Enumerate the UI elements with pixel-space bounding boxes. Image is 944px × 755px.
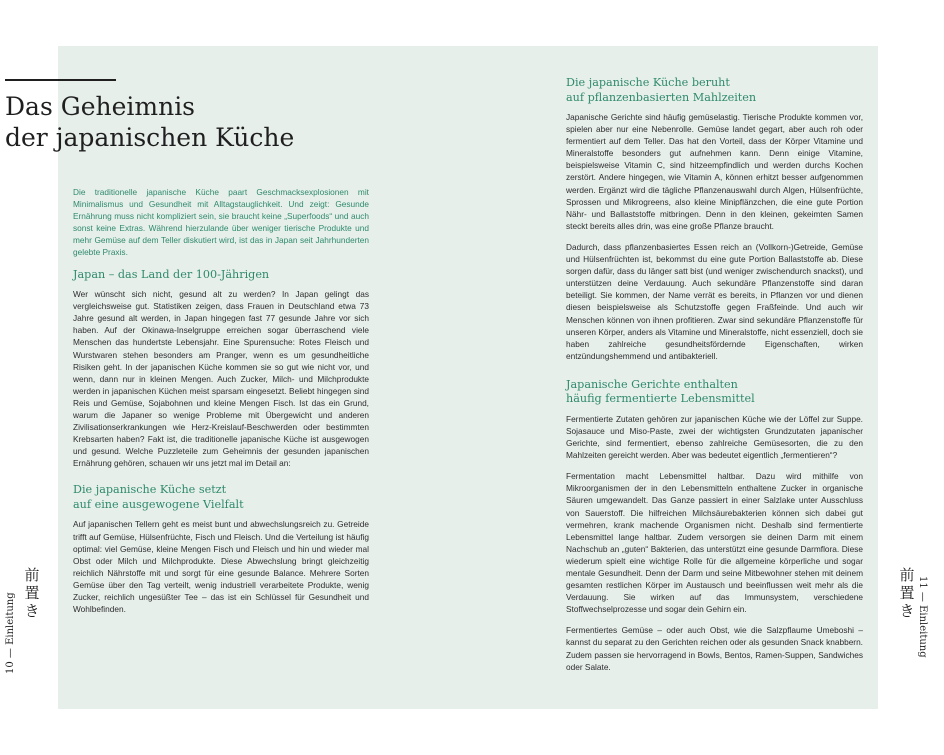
kanji-char: 前 [899,566,915,584]
folio-right [890,566,930,666]
section-heading-fermentiert [566,378,863,407]
kanji-char: き [24,602,40,620]
left-column [73,186,369,624]
section-body-fermentiert-3: Fermentiertes Gemüse – oder auch Obst, wie die Salzpflaume Umeboshi – kannst du separat zu den Gerichten reichen oder als gesunden Snack knabbern. Zudem passen sie hervorragend in Bowls, Bentos, Ramen-Suppen, Sandwiches oder Salate. [566,625,863,672]
section-heading-japan [73,268,369,283]
section-heading-line: häufig fermentierte Lebensmittel [566,392,755,406]
page-title-line-1: Das Geheimnis [5,92,196,121]
section-body-japan: Wer wünscht sich nicht, gesund alt zu werden? In Japan gelingt das vergleichsweise gut. Statistiken zeigen, dass Frauen in Deutschland etwa 73 Jahre gesund alt werden, in Japan hingegen fast 77 gesunde Jahre vor sich haben. Auf der Okinawa-Inselgruppe erreichen sogar überraschend viele Menschen das hundertste Lebensjahr. Eine Spurensuche: Rotes Fleisch und Wurstwaren stehen besonders am Pranger, wenn es um gesundheitliche Risiken geht. In der japanischen Küche kommen sie so gut wie nicht vor, und wenn, dann nur in kleinen Mengen. Auch Zucker, Milch- und Milchprodukte werden in japanischen Küchen meist sparsam eingesetzt. Beliebt hingegen sind Reis und Gemüse, Sojabohnen und kleine Mengen Fisch. Ist das ein Grund, warum die Japaner so wenige Probleme mit Übergewicht und anderen Zivilisationserkrankungen wie Herz-Kreislauf-Beschwerden oder bestimmten Krebsarten haben? Fakt ist, die traditionelle japanische Küche ist ausgewogen und gesund. Welche Puzzleteile zum Geheimnis der gesunden japanischen Ernährung gehören, schauen wir uns jetzt mal im Detail an: [73,289,369,469]
kanji-label-left [23,566,41,620]
kanji-char: 前 [24,566,40,584]
page-number-right: 11 — Einleitung [917,576,928,658]
section-heading-line: Japanische Gerichte enthalten [566,377,738,391]
section-body-fermentiert-1: Fermentierte Zutaten gehören zur japanischen Küche wie der Löffel zur Suppe. Sojasauce und Miso-Paste, zwei der wichtigsten Grundzutaten japanischer Gerichte, sind fermentiert, ebenso zahlreiche Gemüsesorten, die zu den Mahlzeiten gereicht werden. Aber was bedeutet eigentlich „fermentieren“? [566,413,863,461]
section-heading-line: Die japanische Küche setzt [73,483,227,497]
section-heading-line: Die japanische Küche beruht [566,76,730,89]
title-rule [5,79,116,81]
section-heading-line: Japan – das Land der 100-Jährigen [73,267,270,281]
intro-paragraph: Die traditionelle japanische Küche paart Geschmacksexplosionen mit Minimalismus und Gesundheit mit Alltagstauglichkeit. Und zeigt: Gesunde Ernährung muss nicht kompliziert sein, sie braucht keine „Superfoods“ und auch sonst keine Extras. Während hierzulande über weniger tierische Produkte und mehr Gemüse auf dem Teller diskutiert wird, ist das in Japan seit Jahrhunderten gelebte Praxis. [73,187,369,258]
section-heading-vielfalt [73,483,369,512]
page-number-left: 10 — Einleitung [5,592,16,674]
kanji-char: 置 [24,584,40,602]
page-title [5,91,325,153]
section-heading-line: auf pflanzenbasierten Mahlzeiten [566,90,757,104]
kanji-char: 置 [899,584,915,602]
kanji-char: き [899,602,915,620]
section-body-fermentiert-2: Fermentation macht Lebensmittel haltbar. Dazu wird mithilfe von Mikroorganismen der in den Lebensmitteln enthaltene Zucker in organische Säuren umgewandelt. Das Ganze passiert in einer Salzlake unter Ausschluss von Sauerstoff. Die hilfreichen Milchsäurebakterien können sich dabei gut vermehren, krank machende Organismen nicht. Deshalb sind fermentierte Lebensmittel lange haltbar. Zudem versorgen sie deinen Darm mit einem Nachschub an „guten“ Bakterien, das unterstützt eine gesunde Darmflora. Diese wiederum spielt eine wichtige Rolle für die allgemeine körperliche und sogar mentale Gesundheit. Denn der Darm und seine Mitbewohner stehen mit deinem gesamten restlichen Körper im Austausch und beeinflussen weit mehr als die Verdauung. Sie wirken auf das Immunsystem, verschiedene Stoffwechselprozesse und sogar dein Gehirn ein. [566,471,863,615]
kanji-label-right [898,566,916,620]
section-body-vielfalt: Auf japanischen Tellern geht es meist bunt und abwechslungsreich zu. Getreide trifft auf Gemüse, Hülsenfrüchte, Fisch und Fleisch. Und die Verteilung ist häufig optimal: viel Gemüse, kleine Mengen Fisch und Fleisch und hin und wieder mal Obst oder Milch und Milchprodukte. Diese Abwechslung bringt gleichzeitig reichlich Nährstoffe mit und sorgt für eine gesunde Balance. Mehrere Sorten Gemüse über den Tag verteilt, wenig industriell verarbeitete Produkte, wenig Zucker, reichlich ungesüßter Tee – das ist ein Schlüssel für Gesundheit und Wohlbefinden. [73,519,369,615]
page-title-line-2: der japanischen Küche [5,123,295,152]
section-body-pflanzen-2: Dadurch, dass pflanzenbasiertes Essen reich an (Vollkorn-)Getreide, Gemüse und Hülsenfrüchten ist, bekommst du eine gute Portion Ballaststoffe ab. Diese sorgen dafür, dass du länger satt bist (und weniger zwischendurch snackst), und unterstützen deine Verdauung. Auch sekundäre Pflanzenstoffe sind daran beteiligt. Sie kommen, der Name verrät es bereits, in Pflanzen vor und dienen diesen beispielsweise als Schutzstoffe gegen Fraßfeinde. Und auch wir Menschen können von ihnen profitieren. Zwar sind sekundäre Pflanzenstoffe für unseren Körper, anders als Vitamine und Mineralstoffe, nicht essenziell, doch sie haben zahlreiche gesundheitsfördernde Eigenschaften, wirken entzündungshemmend und antibakteriell. [566,241,863,361]
section-heading-line: auf eine ausgewogene Vielfalt [73,497,244,511]
section-heading-pflanzen [566,76,863,105]
right-column [566,76,863,682]
section-body-pflanzen-1: Japanische Gerichte sind häufig gemüselastig. Tierische Produkte kommen vor, spielen aber nur eine Nebenrolle. Gemüse landet gegart, aber auch roh oder fermentiert auf dem Teller. Das hat den Vorteil, dass der Körper Vitamine und Mineralstoffe besonders gut aufnehmen kann. Denn einige Vitamine, beispielsweise Vitamin C, sind hitzeempfindlich und werden durchs Kochen zerstört. Andere hingegen, wie Vitamin A, können erhitzt besser aufgenommen werden. Ergänzt wird die tägliche Pflanzenauswahl durch Algen, Hülsenfrüchte, Sprossen und Mikrogreens, also kleine Minipflänzchen, die eine gute Portion Nähr- und Ballaststoffe mitbringen. Denn in den kleinen, gekeimten Samen steckt bereits alles drin, was eine große Pflanze braucht. [566,112,863,231]
folio-left [0,566,40,674]
